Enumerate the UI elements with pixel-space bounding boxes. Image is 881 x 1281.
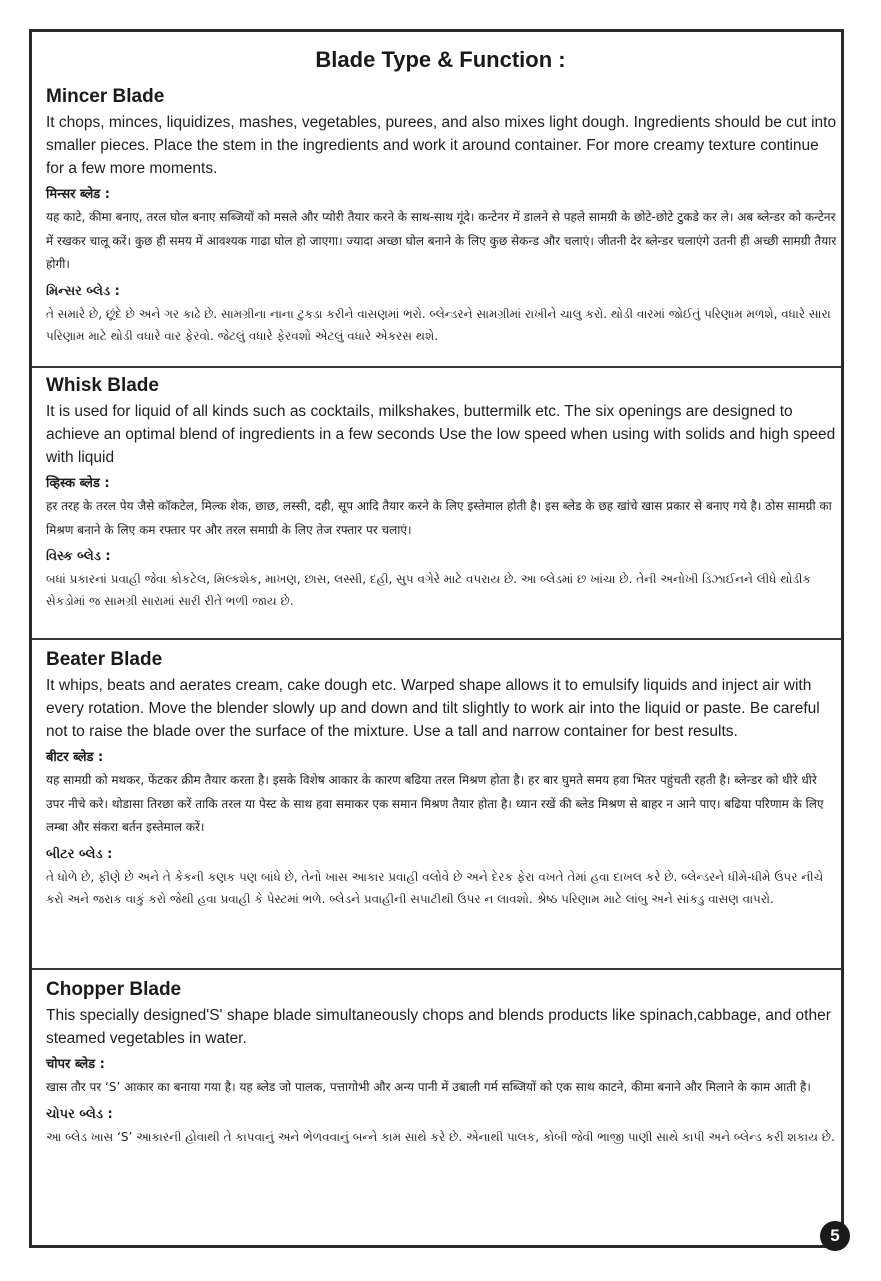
gujarati-text: તે ધોળે છે, ફીણે છે અને તે કેકની કણક પણ બાંધે છે, તેનો ખાસ આકાર પ્રવાહી વલોવે છે અને દેરક ફેરા વખતે તેમાં હવા દાખલ કરે છે. બ્લેન્ડરને ધીમે-ધીમે ઉપર નીચે કરો અને જરાક વાકું કરો જેથી હવા પ્રવાહી કે પેસ્ટમાં ભળે. બ્લેડને પ્રવાહીની સપાટીથી ઉપર ન લાવશો. શ્રેષ્ઠ પરિણામ માટે લાંબુ અને સાંકડુ વાસણ વાપરો. [46, 869, 824, 906]
hindi-text: यह काटे, कीमा बनाए, तरल घोल बनाए सब्जियों को मसले और प्योरी तैयार करने के साथ-साथ गूंदे। कन्टेनर में डालने से पहले सामग्री के छोटे-छोटे टुकडे कर ले। अब ब्लेन्डर को कन्टेनर में रखकर चालू करें। कुछ ही समय में आवश्यक गाढा घोल हो जाएगा। ज्यादा अच्छा घोल बनाने के लिए कुछ सेकन्ड और चलाएं। जीतनी देर ब्लेन्डर चलाएंगे उतनी ही अच्छी सामग्री तैयार होगी। [46, 210, 837, 271]
section-heading: Whisk Blade [46, 375, 159, 396]
gujarati-text: તે સમારે છે, છૂંદે છે અને ગર કાઢે છે. સામગ્રીના નાના ટુકડા કરીને વાસણમાં ભરો. બ્લેન્ડરને સામગ્રીમાં રાખીને ચાલુ કરો. થોડી વારમાં જોઈતું પરિણામ મળશે, વધારે સારા પરિણામ માટે થોડી વધારે વાર ફેરવો. જેટલું વધારે ફેરવશો એટલું વધારે એકરસ થશે. [46, 306, 831, 343]
section-whisk-blade [46, 374, 838, 612]
hindi-text: हर तरह के तरल पेय जैसे कॉकटेल, मिल्क शेक, छाछ, लस्सी, दही, सूप आदि तैयार करने के लिए इस्तेमाल होती है। इस ब्लेड के छह खांचे खास प्रकार से बनाए गये है। ठोस सामग्री का मिश्रण बनाने के लिए कम रफ्तार पर और तरल समाग्री के लिए तेज रफ्तार पर चलाएं। [46, 499, 832, 537]
hindi-heading: व्हिस्क ब्लेड : [46, 476, 110, 491]
section-chopper-blade [46, 978, 838, 1148]
english-text: This specially designed'S' shape blade simultaneously chops and blends products like spinach,cabbage, and other steamed vegetables in water. [46, 1007, 831, 1047]
gujarati-text: બધાં પ્રકારનાં પ્રવાહી જેવા કોકટેલ, મિલ્કશેક, માખણ, છાસ, લસ્સી, દહી, સુપ વગેરે માટે વપરાય છે. આ બ્લેડમાં છ ખાંચા છે. તેની અનોખી ડિઝાઈનને લીધે થોડીક સેકડોમાં જ સામગ્રી સારામાં સારી રીતે ભળી જાય છે. [46, 572, 811, 608]
gujarati-heading: વિસ્ક બ્લેડ : [46, 549, 111, 564]
gujarati-heading: ચોપર બ્લેડ : [46, 1106, 113, 1122]
section-divider [32, 366, 841, 368]
section-heading: Chopper Blade [46, 979, 182, 1000]
english-text: It whips, beats and aerates cream, cake dough etc. Warped shape allows it to emulsify liquids and inject air with every rotation. Move the blender slowly up and down and tilt slightly to work air into the liquid or paste. Be careful not to raise the blade over the surface of the mixture. Use a tall and narrow container for best results. [46, 677, 820, 740]
english-text: It chops, minces, liquidizes, mashes, vegetables, purees, and also mixes light dough. Ingredients should be cut into smaller pieces. Place the stem in the ingredients and work it around container. For more creamy texture continue for a few more moments. [46, 114, 837, 177]
page-number-badge: 5 [820, 1221, 850, 1251]
section-divider [32, 968, 841, 970]
page-title: Blade Type & Function : [315, 47, 566, 72]
hindi-text: खास तौर पर ‘S’ आकार का बनाया गया है। यह ब्लेड जो पालक, पत्तागोभी और अन्य पानी में उबाली गर्म सब्जियों को एक साथ काटने, कीमा बनाने और मिलाने के काम आती है। [46, 1080, 811, 1094]
section-heading: Mincer Blade [46, 86, 165, 107]
section-heading: Beater Blade [46, 649, 163, 670]
hindi-heading: बीटर ब्लेड : [46, 750, 104, 765]
section-beater-blade [46, 648, 838, 910]
hindi-heading: मिन्सर ब्लेड : [46, 187, 110, 202]
gujarati-heading: બીટર બ્લેડ : [46, 846, 113, 862]
section-divider [32, 638, 841, 640]
section-mincer-blade [46, 85, 838, 347]
english-text: It is used for liquid of all kinds such as cocktails, milkshakes, buttermilk etc. The six openings are designed to achieve an optimal blend of ingredients in a few seconds Use the low speed when using with solids and high speed with liquid [46, 403, 836, 466]
hindi-heading: चोपर ब्लेड : [46, 1057, 105, 1072]
gujarati-text: આ બ્લેડ ખાસ ‘S’ આકારની હોવાથી તે કાપવાનું અને ભેળવવાનું બન્ને કામ સાથે કરે છે. એનાથી પાલક, કોબી જેવી ભાજી પાણી સાથે કાપી અને બ્લેન્ડ કરી શકાય છે. [46, 1129, 835, 1144]
hindi-text: यह सामग्री को मथकर, फेंटकर क्रीम तैयार करता है। इसके विशेष आकार के कारण बढिया तरल मिश्रण होता है। हर बार घुमते समय हवा भितर पहुंचती रहती है। ब्लेन्डर को धीरे धीरे उपर नीचे करे। थोडासा तिरछा करें ताकि तरल या पेस्ट के साथ हवा समाकर एक समान मिश्रण तैयार होता है। ध्यान रखें की ब्लेड मिश्रण से बाहर न आने पाए। बढिया परिणाम के लिए लम्बा और संकरा बर्तन इस्तेमाल करें। [46, 773, 824, 834]
gujarati-heading: મિન્સર બ્લેડ : [46, 283, 120, 299]
